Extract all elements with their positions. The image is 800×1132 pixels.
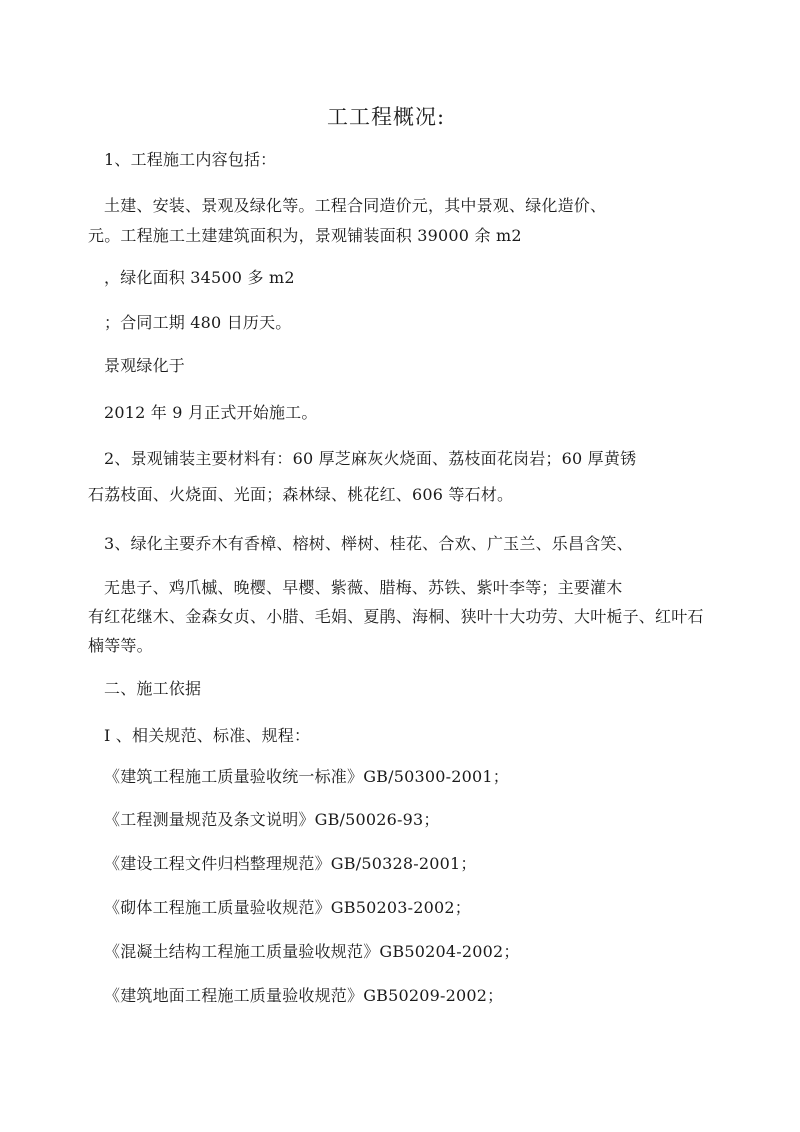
document-title: 工工程概况: (327, 105, 446, 129)
subsection-heading: I 、相关规范、标准、规程： (104, 726, 311, 745)
text-line: 2、景观铺装主要材料有：60 厚芝麻灰火烧面、荔枝面花岗岩；60 厚黄锈 (104, 449, 637, 468)
standard-item: 《工程测量规范及条文说明》GB/50026-93； (104, 810, 440, 829)
text-line: 元。工程施工土建建筑面积为，景观铺装面积 39000 余 m2 (88, 226, 522, 245)
standard-item: 《建筑地面工程施工质量验收规范》GB50209-2002； (104, 986, 504, 1005)
text-line: ，绿化面积 34500 多 m2 (104, 268, 295, 287)
text-line: 景观绿化于 (104, 356, 186, 375)
text-line: 楠等等。 (88, 636, 153, 655)
standard-item: 《砌体工程施工质量验收规范》GB50203-2002； (104, 898, 471, 917)
section-heading: 二、施工依据 (104, 679, 202, 698)
text-line: 石荔枝面、火烧面、光面；森林绿、桃花红、606 等石材。 (88, 485, 514, 504)
standard-item: 《建设工程文件归档整理规范》GB/50328-2001； (104, 854, 477, 873)
standard-item: 《混凝土结构工程施工质量验收规范》GB50204-2002； (104, 942, 520, 961)
text-line: 3、绿化主要乔木有香樟、榕树、榉树、桂花、合欢、广玉兰、乐昌含笑、 (104, 534, 633, 553)
text-line: ；合同工期 480 日历天。 (104, 313, 292, 332)
standard-item: 《建筑工程施工质量验收统一标准》GB/50300-2001； (104, 767, 509, 786)
text-line: 有红花继木、金森女贞、小腊、毛娟、夏鹃、海桐、狭叶十大功劳、大叶栀子、红叶石 (88, 607, 704, 626)
text-line: 2012 年 9 月正式开始施工。 (104, 403, 318, 422)
text-line: 无患子、鸡爪槭、晚樱、早樱、紫薇、腊梅、苏铁、紫叶李等；主要灌木 (104, 578, 623, 597)
text-line: 土建、安装、景观及绿化等。工程合同造价元，其中景观、绿化造价、 (104, 196, 607, 215)
text-line: 1、工程施工内容包括： (104, 150, 277, 169)
